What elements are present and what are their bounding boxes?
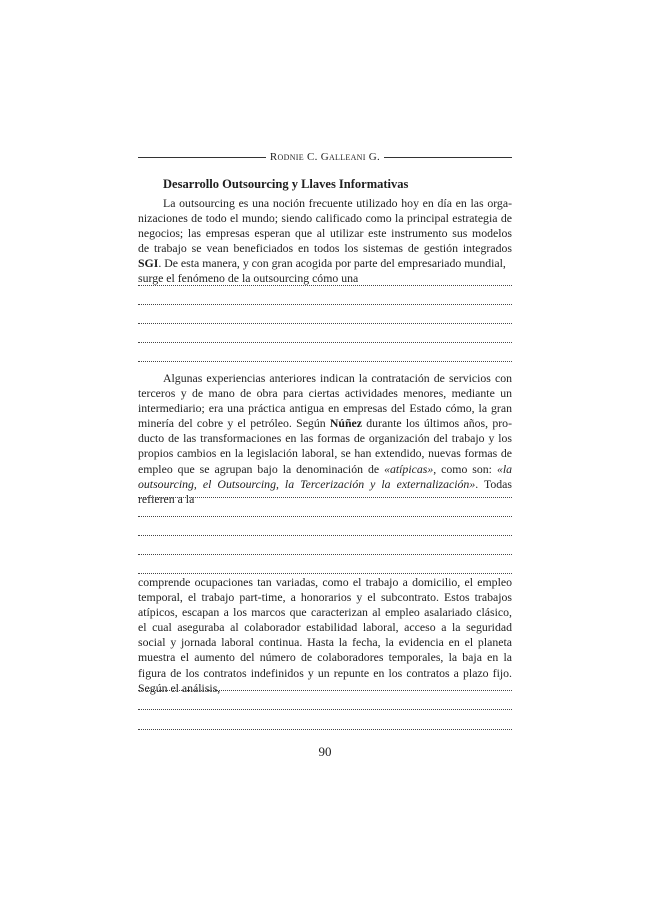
text-run: empleo que se agrupan bajo la denominación de bbox=[138, 461, 385, 476]
paragraph-line: muestra el aumento del número de colaboradores temporales, la baja en la bbox=[138, 650, 512, 665]
blank-dotted-line bbox=[138, 535, 512, 536]
blank-dotted-line bbox=[138, 554, 512, 555]
bold-term: SGI bbox=[138, 256, 159, 271]
blank-dotted-line bbox=[138, 497, 512, 498]
text-run: . De esta manera, y con gran acogida por parte del empresariado mundial, bbox=[158, 256, 506, 271]
text-run: durante los últimos años, pro- bbox=[362, 416, 512, 431]
section-title: Desarrollo Outsourcing y Llaves Informativas bbox=[163, 177, 409, 191]
paragraph-line bbox=[138, 416, 512, 431]
blank-dotted-line bbox=[138, 516, 512, 517]
paragraph-2 bbox=[138, 371, 512, 507]
text-run: . Todas bbox=[475, 476, 512, 491]
blank-dotted-line bbox=[138, 342, 512, 343]
bold-term: Núñez bbox=[329, 416, 362, 431]
text-run: surge el fenómeno de la outsourcing cómo una bbox=[138, 271, 359, 286]
blank-dotted-line bbox=[138, 361, 512, 362]
paragraph-line: ducto de las transformaciones en las formas de organización del trabajo y los bbox=[138, 431, 512, 446]
blank-dotted-line bbox=[138, 729, 512, 730]
paragraph-line: negocios; las empresas esperan que al utilizar este instrumento sus modelos bbox=[138, 226, 512, 241]
paragraph-line: propios cambios en la legislación laboral, se han extendido, nuevas formas de bbox=[138, 446, 512, 461]
text-run: minería del cobre y el petróleo. Según bbox=[138, 416, 330, 431]
paragraph-3 bbox=[138, 575, 512, 696]
italic-term: «atípicas» bbox=[384, 461, 434, 476]
running-header bbox=[138, 150, 512, 164]
header-rule-right bbox=[384, 157, 512, 158]
blank-dotted-line bbox=[138, 573, 512, 574]
italic-term: outsourcing, el Outsourcing, la Tercerización y la externalización» bbox=[138, 476, 476, 491]
running-head-author: Rodnie C. Galleani G. bbox=[269, 151, 381, 163]
paragraph-line bbox=[138, 462, 512, 477]
paragraph-line: el cual aseguraba al colaborador estabilidad laboral, acceso a la seguridad bbox=[138, 620, 512, 635]
blank-dotted-line bbox=[138, 323, 512, 324]
italic-term: «la bbox=[496, 461, 512, 476]
paragraph-1 bbox=[138, 196, 512, 287]
paragraph-line: temporal, el trabajo part-time, a honorarios y el subcontrato. Estos trabajos bbox=[138, 590, 512, 605]
paragraph-line: intermediario; era una práctica antigua en empresas del Estado cómo, la gran bbox=[138, 401, 512, 416]
paragraph-line: de trabajo se vean beneficiados en todos los sistemas de gestión integrados bbox=[138, 241, 512, 256]
paragraph-line bbox=[138, 256, 512, 271]
paragraph-line: Algunas experiencias anteriores indican la contratación de servicios con bbox=[163, 371, 512, 385]
paragraph-line: atípicos, escapan a los marcos que caracterizan al empleo asalariado clásico, bbox=[138, 605, 512, 620]
paragraph-line: social y jornada laboral continua. Hasta la fecha, la evidencia en el planeta bbox=[138, 635, 512, 650]
paragraph-line-with-leader bbox=[138, 492, 512, 507]
paragraph-line-with-leader bbox=[138, 681, 512, 696]
paragraph-line: terceros y de mano de obra para ciertas actividades menores, mediante un bbox=[138, 386, 512, 401]
paragraph-line: comprende ocupaciones tan variadas, como el trabajo a domicilio, el empleo bbox=[138, 575, 512, 589]
blank-dotted-line bbox=[138, 709, 512, 710]
header-rule-left bbox=[138, 157, 266, 158]
text-run: Según el análisis, bbox=[138, 680, 221, 695]
text-run: refieren a la bbox=[138, 491, 195, 506]
paragraph-line: figura de los contratos indefinidos y un repunte en los contratos a plazo fijo. bbox=[138, 665, 512, 680]
paragraph-line: La outsourcing es una noción frecuente utilizado hoy en día en las orga- bbox=[163, 196, 512, 210]
text-run: , como son: bbox=[433, 461, 497, 476]
blank-dotted-line bbox=[138, 304, 512, 305]
page-number: 90 bbox=[318, 744, 332, 759]
paragraph-line bbox=[138, 477, 512, 492]
blank-dotted-line bbox=[138, 690, 512, 691]
paragraph-line: nizaciones de todo el mundo; siendo calificado como la principal estrategia de bbox=[138, 211, 512, 226]
blank-dotted-line bbox=[138, 285, 512, 286]
